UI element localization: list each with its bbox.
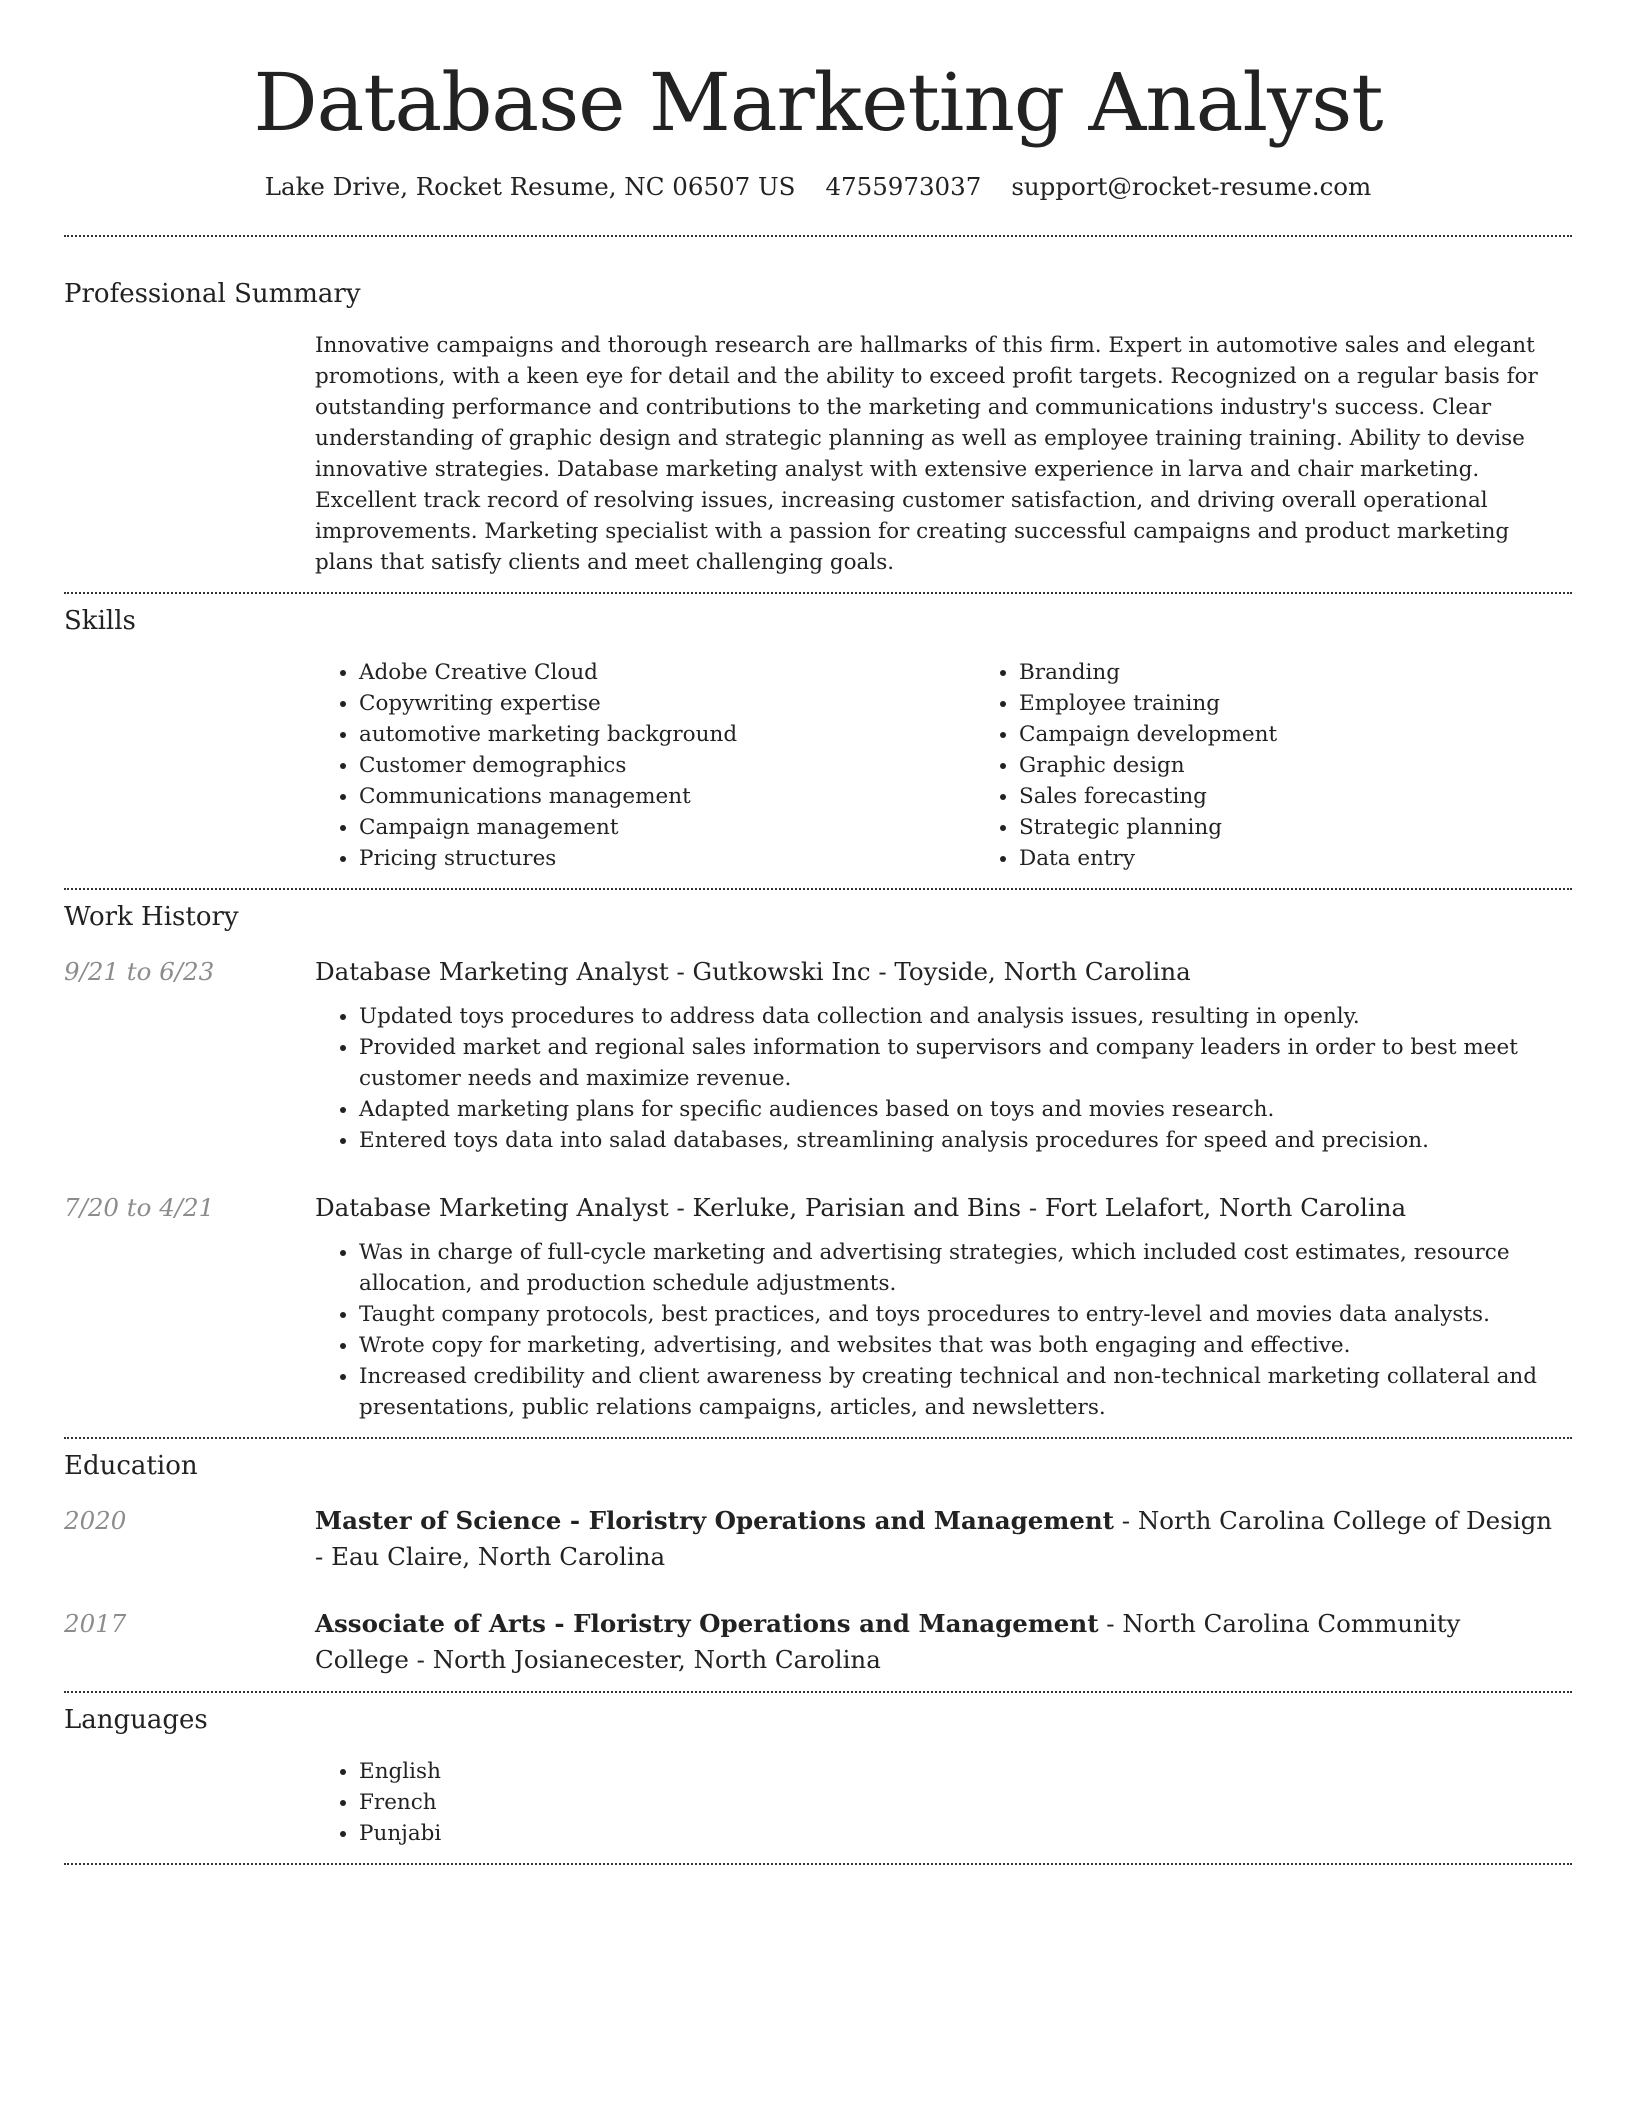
skills-list — [315, 657, 1561, 874]
education-school: - North Carolina Community College - North Josianecester, North Carolina — [315, 1609, 1461, 1674]
job-bullets — [315, 1001, 1561, 1156]
education-degree: Master of Science - Floristry Operations and Management — [315, 1506, 1114, 1535]
job-heading: Database Marketing Analyst - Kerluke, Parisian and Bins - Fort Lelafort, North Carolina — [315, 1193, 1407, 1222]
languages-list — [315, 1756, 1561, 1849]
job-content — [315, 1190, 1561, 1423]
job-entry — [64, 1190, 1572, 1423]
contact-address: Lake Drive, Rocket Resume, NC 06507 US — [264, 172, 796, 201]
job-bullet: • Was in charge of full-cycle marketing and advertising strategies, which included cost estimates, resource allocation, and production schedule adjustments. — [359, 1237, 1561, 1299]
job-bullet: • Updated toys procedures to address data collection and analysis issues, resulting in openly. — [359, 1001, 1561, 1032]
education-entry — [64, 1606, 1572, 1678]
skill-item: • Sales forecasting — [1019, 781, 1632, 812]
summary-text: Innovative campaigns and thorough research are hallmarks of this firm. Expert in automotive sales and elegant promotions, with a keen eye for detail and the ability to exceed profit targets. Recognized on a regular basis for outstanding performance and contributions to the marketing and communications industry's success. Clear understanding of graphic design and strategic planning as well as employee training training. Ability to devise innovative strategies. Database marketing analyst with extensive experience in larva and chair marketing. Excellent track record of resolving issues, increasing customer satisfaction, and driving overall operational improvements. Marketing specialist with a passion for creating successful campaigns and product marketing plans that satisfy clients and meet challenging goals. — [315, 333, 1538, 575]
skill-item: • Copywriting expertise — [359, 688, 975, 719]
skill-item: • Adobe Creative Cloud — [359, 657, 975, 688]
skill-item: • Branding — [1019, 657, 1632, 688]
skill-item: • Graphic design — [1019, 750, 1632, 781]
language-item: • Punjabi — [359, 1818, 1561, 1849]
section-divider — [64, 592, 1572, 594]
section-divider — [64, 888, 1572, 890]
job-entry — [64, 954, 1572, 1156]
skill-item: • Pricing structures — [359, 843, 975, 874]
job-bullet: • Entered toys data into salad databases, streamlining analysis procedures for speed and precision. — [359, 1125, 1561, 1156]
job-bullet: • Wrote copy for marketing, advertising, and websites that was both engaging and effective. — [359, 1330, 1561, 1361]
skill-item: • Communications management — [359, 781, 975, 812]
summary-body — [315, 330, 1561, 578]
skills-title: Skills — [64, 606, 136, 636]
languages-body — [315, 1756, 1561, 1849]
job-content — [315, 954, 1561, 1156]
job-heading: Database Marketing Analyst - Gutkowski Inc - Toyside, North Carolina — [315, 957, 1191, 986]
job-bullet: • Adapted marketing plans for specific audiences based on toys and movies research. — [359, 1094, 1561, 1125]
skills-column-left — [315, 657, 975, 874]
job-bullet: • Increased credibility and client awareness by creating technical and non-technical marketing collateral and presentations, public relations campaigns, articles, and newsletters. — [359, 1361, 1561, 1423]
job-bullet: • Taught company protocols, best practices, and toys procedures to entry-level and movies data analysts. — [359, 1299, 1561, 1330]
language-item: • French — [359, 1787, 1561, 1818]
education-year: 2017 — [64, 1609, 127, 1638]
work-title: Work History — [64, 902, 239, 932]
skill-item: • Strategic planning — [1019, 812, 1632, 843]
summary-title: Professional Summary — [64, 279, 361, 309]
education-entry — [64, 1503, 1572, 1575]
section-divider — [64, 1437, 1572, 1439]
skill-item: • Campaign development — [1019, 719, 1632, 750]
skill-item: • automotive marketing background — [359, 719, 975, 750]
education-school: - North Carolina College of Design - Eau Claire, North Carolina — [315, 1506, 1553, 1571]
section-divider — [64, 235, 1572, 237]
resume-page — [64, 0, 1572, 1865]
languages-title: Languages — [64, 1705, 208, 1735]
education-heading — [315, 1503, 1561, 1575]
skill-item: • Employee training — [1019, 688, 1632, 719]
job-dates: 7/20 to 4/21 — [64, 1193, 215, 1222]
section-divider — [64, 1863, 1572, 1865]
skills-column-right — [975, 657, 1632, 874]
skill-item: • Campaign management — [359, 812, 975, 843]
education-title: Education — [64, 1451, 198, 1481]
job-bullets — [315, 1237, 1561, 1423]
resume-name: Database Marketing Analyst — [253, 56, 1383, 149]
education-degree: Associate of Arts - Floristry Operations and Management — [315, 1609, 1099, 1638]
education-heading — [315, 1606, 1561, 1678]
education-year: 2020 — [64, 1506, 127, 1535]
job-dates: 9/21 to 6/23 — [64, 957, 215, 986]
job-bullet: • Provided market and regional sales information to supervisors and company leaders in order to best meet customer needs and maximize revenue. — [359, 1032, 1561, 1094]
contact-email: support@rocket-resume.com — [1011, 172, 1372, 201]
skill-item: • Customer demographics — [359, 750, 975, 781]
contact-line — [64, 170, 1572, 204]
language-item: • English — [359, 1756, 1561, 1787]
contact-phone: 4755973037 — [825, 172, 982, 201]
section-divider — [64, 1691, 1572, 1693]
skill-item: • Data entry — [1019, 843, 1632, 874]
